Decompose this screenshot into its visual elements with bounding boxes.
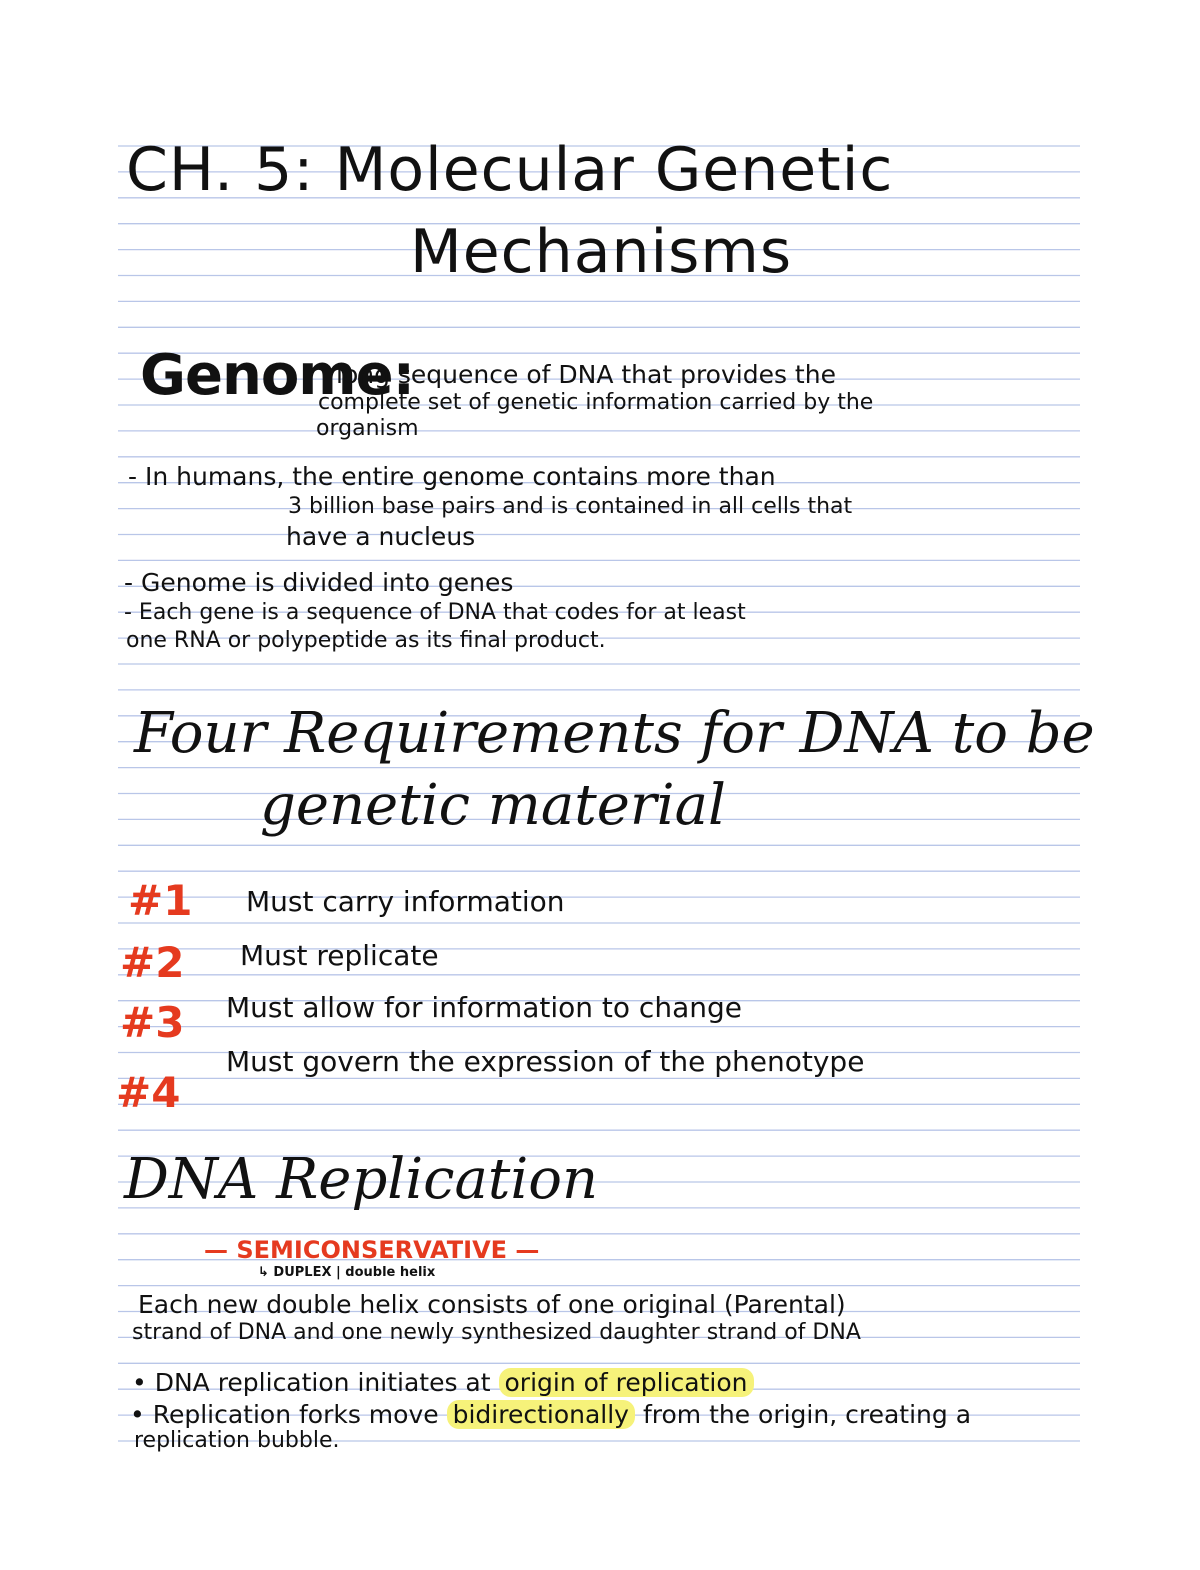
highlight-bidirectionally: bidirectionally xyxy=(447,1400,635,1429)
genome-definition-line3: organism xyxy=(316,416,419,441)
genome-term: Genome: xyxy=(140,343,415,408)
requirements-heading-line2: genetic material xyxy=(260,773,726,838)
requirement-number-4: #4 xyxy=(116,1068,181,1117)
requirement-text-1: Must carry information xyxy=(246,885,565,918)
genome-note-gene-def-line1: - Each gene is a sequence of DNA that codes for at least xyxy=(124,600,746,625)
page-title-line2: Mechanisms xyxy=(410,217,793,287)
genome-note-gene-def-line2: one RNA or polypeptide as its final product. xyxy=(126,628,606,653)
replication-heading: DNA Replication xyxy=(124,1147,599,1212)
requirement-text-3: Must allow for information to change xyxy=(226,991,742,1024)
bullet-origin-text: • DNA replication initiates at xyxy=(132,1368,491,1397)
genome-note-humans-line3: have a nucleus xyxy=(286,522,476,551)
genome-note-genes: - Genome is divided into genes xyxy=(124,568,514,597)
page-title-line1: CH. 5: Molecular Genetic xyxy=(126,135,894,205)
replication-description-line2: strand of DNA and one newly synthesized daughter strand of DNA xyxy=(132,1320,861,1345)
replication-description-line1: Each new double helix consists of one original (Parental) xyxy=(138,1290,846,1319)
genome-definition-line2: complete set of genetic information carried by the xyxy=(318,390,874,415)
replication-bullet-forks-line2: replication bubble. xyxy=(134,1428,340,1453)
genome-definition-line1: long sequence of DNA that provides the xyxy=(336,360,836,389)
requirement-number-2: #2 xyxy=(120,938,185,987)
bullet-forks-text: • Replication forks move xyxy=(130,1400,439,1429)
requirement-number-3: #3 xyxy=(120,998,185,1047)
requirement-number-1: #1 xyxy=(128,876,193,925)
replication-bullet-origin xyxy=(132,1370,754,1395)
semiconservative-label: — SEMICONSERVATIVE — xyxy=(204,1236,540,1264)
duplex-sublabel: ↳ DUPLEX | double helix xyxy=(258,1265,436,1280)
bullet-forks-text-end: from the origin, creating a xyxy=(642,1400,972,1429)
highlight-origin-of-replication: origin of replication xyxy=(499,1368,754,1397)
requirements-heading-line1: Four Requirements for DNA to be xyxy=(134,701,1095,766)
requirement-text-2: Must replicate xyxy=(240,939,439,972)
requirement-text-4: Must govern the expression of the phenotype xyxy=(226,1045,865,1078)
genome-note-humans-line1: - In humans, the entire genome contains more than xyxy=(128,462,776,491)
genome-note-humans-line2: 3 billion base pairs and is contained in all cells that xyxy=(288,494,853,519)
replication-bullet-forks xyxy=(130,1402,971,1427)
